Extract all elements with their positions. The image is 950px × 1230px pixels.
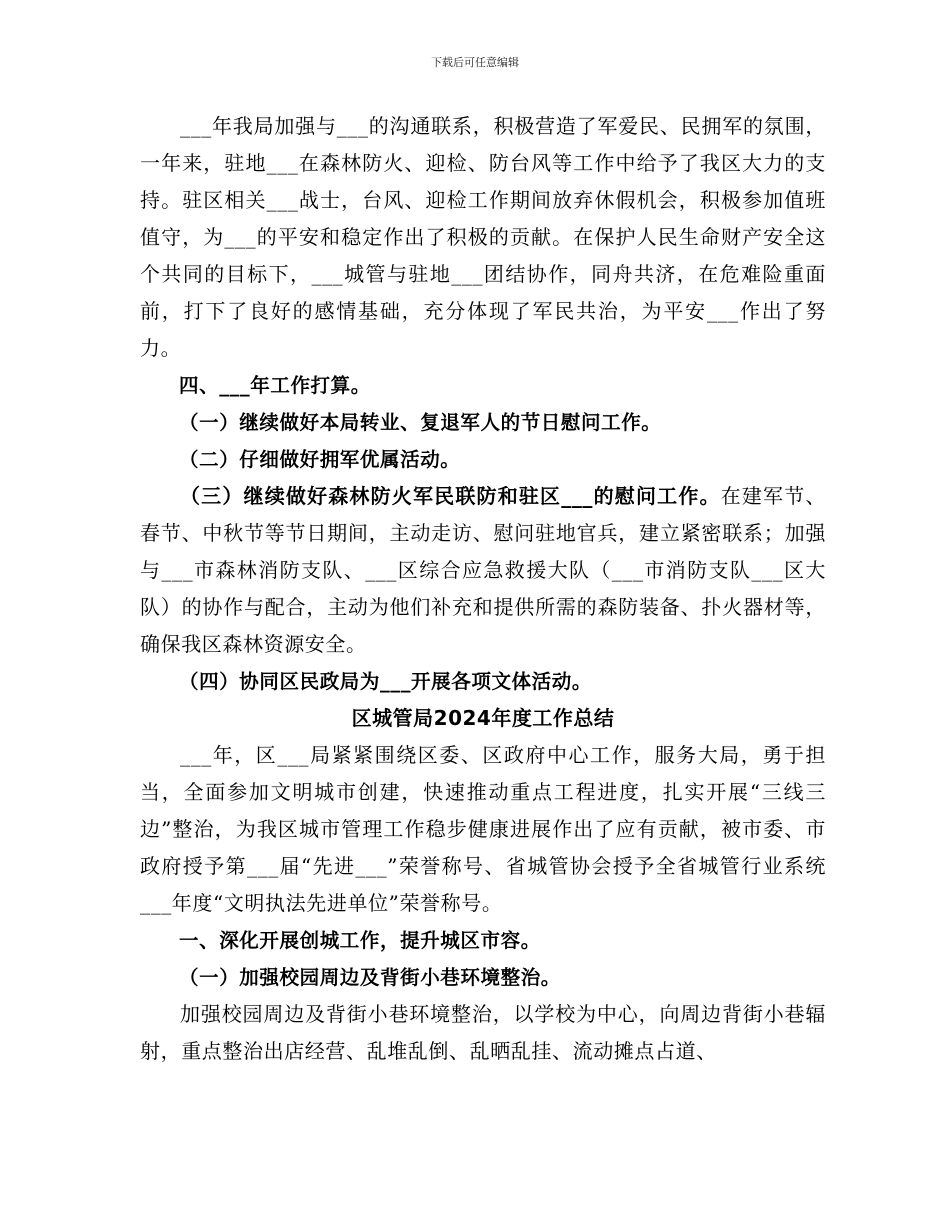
plan-item-2: （二）仔细做好拥军优属活动。 [179,448,461,471]
plan-item-3-text: 在建军节、春节、中秋节等节日期间，主动走访、慰问驻地官兵，建立紧密联系；加强与___市森林消防支队、___区综合应急救援大队（___市消防支队___区大队）的协作与配合，主动为他们补充和提供所需的森防装备、扑火器材等，确保我区森林资源安全。 [140,484,827,656]
paragraph-campus-remediation: 加强校园周边及背街小巷环境整治，以学校为中心，向周边背街小巷辐射，重点整治出店经营、乱堆乱倒、乱晒乱挂、流动摊点占道、 [140,1002,826,1063]
paragraph-army-relations: ___年我局加强与___的沟通联系，积极营造了军爱民、民拥军的氛围，一年来，驻地___在森林防火、迎检、防台风等工作中给予了我区大力的支持。驻区相关___战士，台风、迎检工作期间放弃休假机会，积极参加值班值守，为___的平安和稳定作出了积极的贡献。在保护人民生命财产安全这个共同的目标下，___城管与驻地___团结协作，同舟共济，在危难险重面前，打下了良好的感情基础，充分体现了军民共治，为平安___作出了努力。 [140,114,826,360]
heading-work-plan: 四、___年工作打算。 [179,374,371,397]
document-title: 区城管局2024年度工作总结 [351,706,615,730]
page-header: 下载后可任意编辑 [431,56,519,69]
plan-item-3 [140,478,826,663]
plan-item-1: （一）继续做好本局转业、复退军人的节日慰问工作。 [179,411,662,434]
plan-item-3-heading: （三）继续做好森林防火军民联防和驻区___的慰问工作。 [180,484,721,508]
heading-section-1-1: （一）加强校园周边及背街小巷环境整治。 [179,966,561,989]
heading-section-1: 一、深化开展创城工作，提升城区市容。 [179,929,541,952]
document-body [140,108,826,1070]
plan-item-4: （四）协同区民政局为___开展各项文体活动。 [179,670,592,693]
paragraph-summary-intro: ___年，区___局紧紧围绕区委、区政府中心工作，服务大局，勇于担当，全面参加文明城市创建，快速推动重点工程进度，扎实开展“三线三边”整治，为我区城市管理工作稳步健康进展作出了应有贡献，被市委、市政府授予第___届“先进___”荣誉称号、省城管协会授予全省城管行业系统___年度“文明执法先进单位”荣誉称号。 [140,743,826,915]
